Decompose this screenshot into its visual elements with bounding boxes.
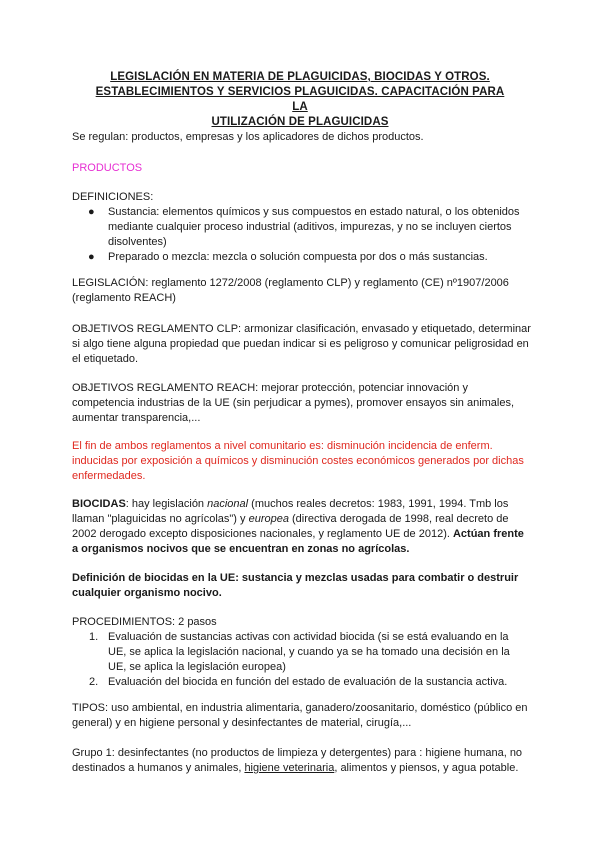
definiciones-list: [72, 205, 522, 265]
definicion-ue-paragraph: Definición de biocidas en la UE: sustancia y mezclas usadas para combatir o destruir cualquier organismo nocivo.: [72, 572, 519, 599]
biocidas-label: BIOCIDAS: [72, 498, 126, 510]
objetivos-reach-paragraph: OBJETIVOS REGLAMENTO REACH: mejorar protección, potenciar innovación y competencia industrias de la UE (sin perjudicar a pymes), promover ensayos sin animales, aumentar transparencia,...: [72, 382, 515, 424]
procedimientos-heading: PROCEDIMIENTOS: 2 pasos: [72, 616, 217, 628]
list-item: 1. Evaluación de sustancias activas con actividad biocida (si se está evaluando en la UE, se aplica la legislación nacional, y cuando ya se ha tomado una decisión en la UE, se aplica la legislación europea): [89, 631, 510, 673]
title-line-1: LEGISLACIÓN EN MATERIA DE PLAGUICIDAS, BIOCIDAS Y OTROS.: [110, 71, 490, 83]
definiciones-heading: DEFINICIONES:: [72, 191, 154, 203]
biocidas-paragraph: BIOCIDAS: hay legislación nacional (muchos reales decretos: 1983, 1991, 1994. Tmb los llaman "plaguicidas no agrícolas") y europea (directiva derogada de 1998, real decreto de 2002 derogado excepto disposiciones nacionales, y reglamento UE de 2012). Actúan frente a organismos nocivos que se encuentran en zonas no agrícolas.: [72, 498, 524, 555]
biocidas-bold-conclusion: Actúan frente a organismos nocivos que se encuentran en zonas no agrícolas.: [72, 528, 524, 555]
higiene-veterinaria-term: higiene veterinaria: [244, 762, 335, 774]
title-line-2: ESTABLECIMIENTOS Y SERVICIOS PLAGUICIDAS. CAPACITACIÓN PARA LA: [95, 86, 505, 113]
tipos-paragraph: TIPOS: uso ambiental, en industria alimentaria, ganadero/zoosanitario, doméstico (público en general) y en higiene personal y desinfectantes de material, cirugía,...: [72, 702, 528, 729]
list-item: ● Sustancia: elementos químicos y sus compuestos en estado natural, o los obtenidos mediante cualquier proceso industrial (aditivos, impurezas, y no se incluyen ciertos disolventes): [88, 206, 520, 248]
document-title: [88, 70, 512, 130]
objetivos-clp-paragraph: OBJETIVOS REGLAMENTO CLP: armonizar clasificación, envasado y etiquetado, determinar si algo tiene alguna propiedad que puedan indicar si es peligroso y comunicar peligrosidad en el etiquetado.: [72, 323, 531, 365]
list-item: ● Preparado o mezcla: mezcla o solución compuesta por dos o más sustancias.: [88, 251, 488, 263]
grupo1-paragraph: Grupo 1: desinfectantes (no productos de limpieza y detergentes) para : higiene humana, no destinados a humanos y animales, higiene veterinaria, alimentos y piensos, y agua potable.: [72, 747, 523, 774]
intro-paragraph: Se regulan: productos, empresas y los aplicadores de dichos productos.: [72, 131, 424, 143]
legislacion-paragraph: LEGISLACIÓN: reglamento 1272/2008 (reglamento CLP) y reglamento (CE) nº1907/2006 (reglamento REACH): [72, 277, 509, 304]
list-item: 2. Evaluación del biocida en función del estado de evaluación de la sustancia activa.: [89, 676, 508, 688]
title-line-3: UTILIZACIÓN DE PLAGUICIDAS: [211, 116, 389, 128]
nacional-term: nacional: [207, 498, 249, 510]
bullet-icon: ●: [88, 251, 95, 263]
fin-reglamentos-paragraph: El fin de ambos reglamentos a nivel comunitario es: disminución incidencia de enferm. inducidas por exposición a químicos y disminución costes económicos generados por dichas enfermedades.: [72, 440, 524, 482]
productos-heading: PRODUCTOS: [72, 162, 143, 174]
bullet-icon: ●: [88, 206, 95, 218]
procedimientos-list: [72, 630, 522, 690]
europea-term: europea: [248, 513, 289, 525]
